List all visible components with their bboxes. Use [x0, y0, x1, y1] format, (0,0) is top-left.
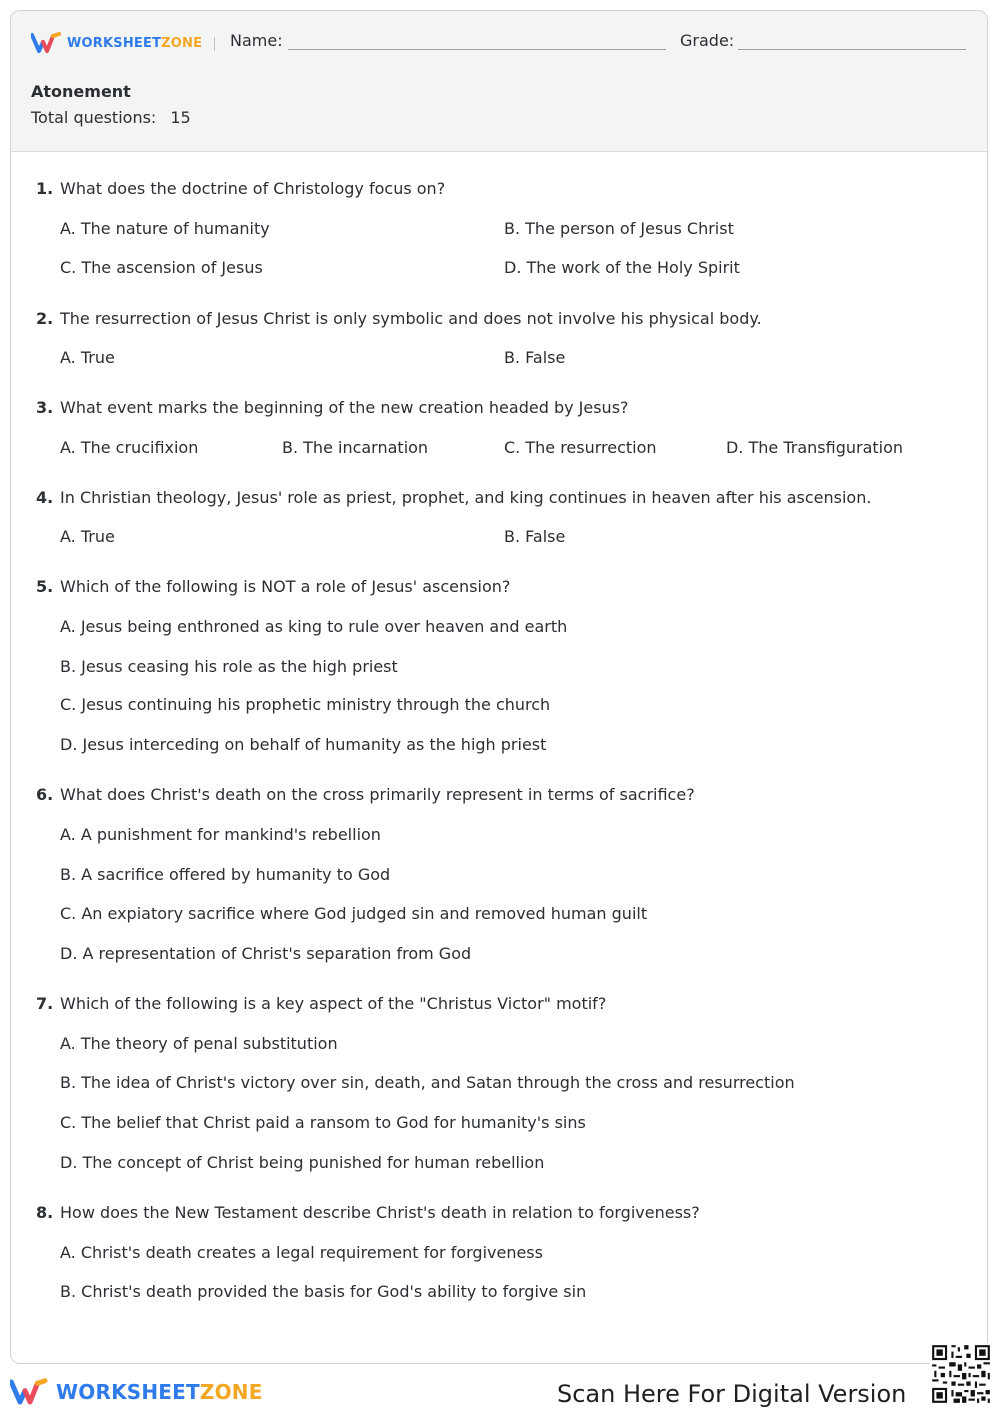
header-brand-logo[interactable] [31, 32, 202, 54]
question-prompt: How does the New Testament describe Christ's death in relation to forgiveness? [60, 1203, 700, 1222]
brand-word-zone: ZONE [199, 1380, 263, 1404]
option-b[interactable]: B. Christ's death provided the basis for God's ability to forgive sin [60, 1282, 587, 1301]
total-questions-label: Total questions: [31, 108, 157, 127]
option-a[interactable]: A. The theory of penal substitution [60, 1034, 338, 1053]
option-b[interactable]: B. A sacrifice offered by humanity to God [60, 865, 391, 884]
option-c[interactable]: C. An expiatory sacrifice where God judged sin and removed human guilt [60, 904, 648, 923]
brand-word-worksheet: WORKSHEET [56, 1380, 200, 1404]
question-text [36, 179, 445, 198]
worksheet-header [11, 11, 987, 152]
total-questions [31, 108, 191, 127]
question-prompt: Which of the following is NOT a role of Jesus' ascension? [60, 577, 511, 596]
question-text [36, 488, 871, 507]
question-number: 3. [36, 398, 54, 417]
qr-code-icon[interactable] [930, 1343, 992, 1405]
question-prompt: In Christian theology, Jesus' role as priest, prophet, and king continues in heaven after his ascension. [60, 488, 872, 507]
worksheet-zone-logo-icon [31, 32, 63, 54]
option-a[interactable]: A. Christ's death creates a legal requirement for forgiveness [60, 1243, 543, 1262]
worksheet-title: Atonement [31, 82, 131, 101]
question-prompt: The resurrection of Jesus Christ is only symbolic and does not involve his physical body. [60, 309, 762, 328]
question-prompt: What does the doctrine of Christology focus on? [60, 179, 446, 198]
question-text [36, 309, 762, 328]
option-d[interactable]: D. A representation of Christ's separation from God [60, 944, 472, 963]
option-c[interactable]: C. The belief that Christ paid a ransom to God for humanity's sins [60, 1113, 586, 1132]
question-prompt: Which of the following is a key aspect of the "Christus Victor" motif? [60, 994, 607, 1013]
footer-brand-logo[interactable] [10, 1377, 263, 1407]
option-c[interactable]: C. The ascension of Jesus [60, 258, 263, 277]
brand-wordmark [67, 36, 202, 51]
option-a[interactable]: A. Jesus being enthroned as king to rule over heaven and earth [60, 617, 568, 636]
question-prompt: What event marks the beginning of the new creation headed by Jesus? [60, 398, 629, 417]
question-text [36, 785, 695, 804]
total-questions-count: 15 [170, 108, 191, 127]
question-number: 8. [36, 1203, 54, 1222]
option-b[interactable]: B. False [504, 348, 566, 367]
brand-word-zone: ZONE [161, 35, 203, 51]
footer-brand-wordmark [56, 1380, 263, 1404]
brand-word-worksheet: WORKSHEET [67, 35, 162, 51]
option-a[interactable]: A. The crucifixion [60, 438, 199, 457]
question-text [36, 1203, 700, 1222]
header-divider [214, 37, 215, 51]
worksheet-sheet [10, 10, 988, 1364]
option-d[interactable]: D. The Transfiguration [726, 438, 904, 457]
name-label: Name: [230, 31, 283, 50]
question-number: 4. [36, 488, 54, 507]
question-text [36, 577, 510, 596]
option-b[interactable]: B. The idea of Christ's victory over sin, death, and Satan through the cross and resurrection [60, 1073, 795, 1092]
option-b[interactable]: B. Jesus ceasing his role as the high priest [60, 657, 398, 676]
question-number: 5. [36, 577, 54, 596]
grade-field[interactable] [738, 49, 966, 50]
option-d[interactable]: D. The concept of Christ being punished for human rebellion [60, 1153, 545, 1172]
question-number: 7. [36, 994, 54, 1013]
option-a[interactable]: A. A punishment for mankind's rebellion [60, 825, 381, 844]
question-text [36, 994, 606, 1013]
question-text [36, 398, 629, 417]
question-number: 1. [36, 179, 54, 198]
name-field[interactable] [288, 49, 666, 50]
worksheet-zone-logo-icon [10, 1377, 50, 1407]
option-d[interactable]: D. The work of the Holy Spirit [504, 258, 740, 277]
option-c[interactable]: C. Jesus continuing his prophetic ministry through the church [60, 695, 551, 714]
question-prompt: What does Christ's death on the cross primarily represent in terms of sacrifice? [60, 785, 695, 804]
option-b[interactable]: B. False [504, 527, 566, 546]
question-number: 6. [36, 785, 54, 804]
grade-label: Grade: [680, 31, 735, 50]
option-c[interactable]: C. The resurrection [504, 438, 657, 457]
question-number: 2. [36, 309, 54, 328]
option-a[interactable]: A. True [60, 348, 115, 367]
option-b[interactable]: B. The incarnation [282, 438, 429, 457]
option-a[interactable]: A. True [60, 527, 115, 546]
option-a[interactable]: A. The nature of humanity [60, 219, 270, 238]
scan-digital-version-text: Scan Here For Digital Version [557, 1380, 907, 1408]
option-b[interactable]: B. The person of Jesus Christ [504, 219, 734, 238]
option-d[interactable]: D. Jesus interceding on behalf of humanity as the high priest [60, 735, 547, 754]
